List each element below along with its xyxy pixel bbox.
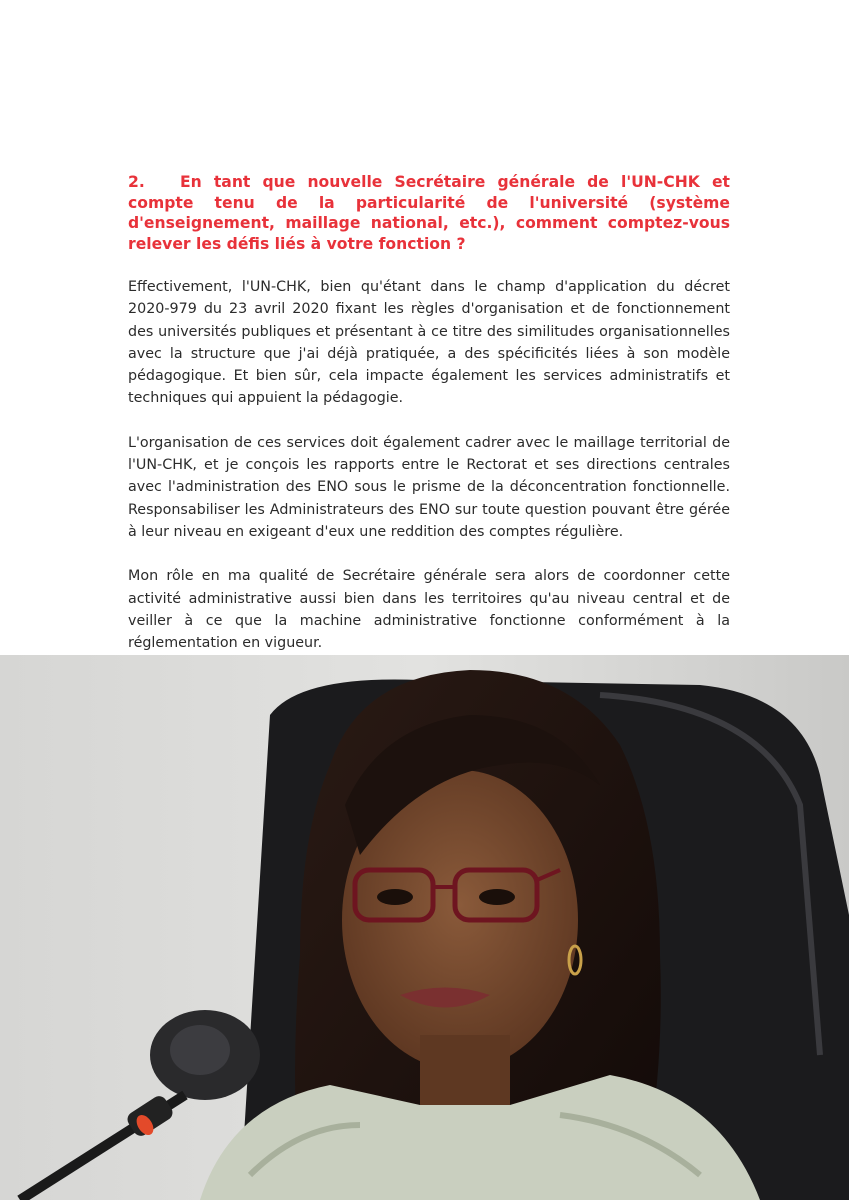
question-text: En tant que nouvelle Secrétaire générale de l'UN-CHK et compte tenu de la particularité de l'université (système d'enseignement, maillage national, etc.), comment comptez-vous relever les défis liés à votre fonction ? xyxy=(128,173,730,253)
question-heading xyxy=(128,172,730,254)
portrait-illustration xyxy=(0,655,849,1200)
paragraph-3: Mon rôle en ma qualité de Secrétaire générale sera alors de coordonner cette activité administrative aussi bien dans les territoires qu'au niveau central et de veiller à ce que la machine administrative fonctionne conformément à la réglementation en vigueur. xyxy=(128,568,730,652)
article-body xyxy=(128,172,730,676)
question-number: 2. xyxy=(128,173,145,191)
paragraph-1: Effectivement, l'UN-CHK, bien qu'étant dans le champ d'application du décret 2020-979 du 23 avril 2020 fixant les règles d'organisation et de fonctionnement des universités publiques et présentant à ce titre des similitudes organisationnelles avec la structure que j'ai déjà pratiquée, a des spécificités liées à son modèle pédagogique. Et bien sûr, cela impacte également les services administratifs et techniques qui appuient la pédagogie. xyxy=(128,279,730,407)
portrait-photo xyxy=(0,655,849,1200)
paragraph-2: L'organisation de ces services doit également cadrer avec le maillage territorial de l'UN-CHK, et je conçois les rapports entre le Rectorat et ses directions centrales avec l'administration des ENO sous le prisme de la déconcentration fonctionnelle. Responsabiliser les Administrateurs des ENO sur toute question pouvant être gérée à leur niveau en exigeant d'eux une reddition des comptes régulière. xyxy=(128,434,730,540)
